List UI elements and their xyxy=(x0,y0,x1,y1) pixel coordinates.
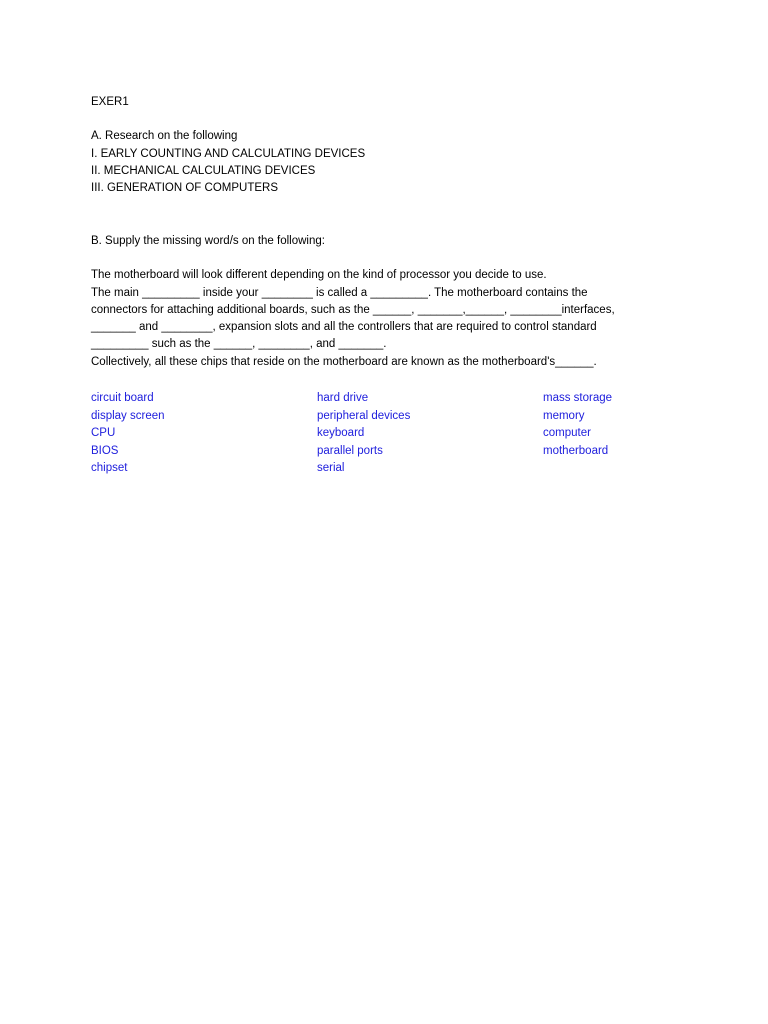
word-bank-item: computer xyxy=(543,427,591,439)
word-bank-item: keyboard xyxy=(317,427,365,439)
section-a-item-1: I. EARLY COUNTING AND CALCULATING DEVICES xyxy=(91,148,366,160)
word-bank-item: peripheral devices xyxy=(317,409,411,422)
paragraph-line-3: connectors for attaching additional boards, such as the ______, _______,______, ________interfaces, xyxy=(91,304,615,316)
word-bank-column-3 xyxy=(543,390,612,460)
section-a-title: A. Research on the following xyxy=(91,130,238,142)
paragraph-line-2: The main _________ inside your ________ is called a _________. The motherboard contains the xyxy=(91,287,588,299)
word-bank-item: chipset xyxy=(91,462,128,474)
paragraph-line-6: Collectively, all these chips that reside on the motherboard are known as the motherboard's______. xyxy=(91,356,597,368)
exercise-heading: EXER1 xyxy=(91,96,129,108)
word-bank-item: CPU xyxy=(91,427,116,439)
word-bank-item: memory xyxy=(543,409,585,422)
word-bank-item: display screen xyxy=(91,409,165,422)
paragraph-line-5: _________ such as the ______, ________, and _______. xyxy=(91,338,387,350)
word-bank-item: mass storage xyxy=(543,392,613,404)
word-bank-item: circuit board xyxy=(91,392,154,404)
word-bank-item: motherboard xyxy=(543,444,609,457)
word-bank-item: hard drive xyxy=(317,392,369,404)
paragraph-line-4: _______ and ________, expansion slots and all the controllers that are required to control standard xyxy=(91,321,597,333)
paragraph-line-1: The motherboard will look different depending on the kind of processor you decide to use. xyxy=(91,269,547,281)
word-bank-column-1 xyxy=(91,390,165,478)
word-bank-item: serial xyxy=(317,462,345,474)
section-a-item-2: II. MECHANICAL CALCULATING DEVICES xyxy=(91,165,316,177)
word-bank-item: BIOS xyxy=(91,444,119,457)
section-a-item-3: III. GENERATION OF COMPUTERS xyxy=(91,182,278,194)
word-bank-item: parallel ports xyxy=(317,444,383,457)
word-bank-column-2 xyxy=(317,390,410,478)
section-b-title: B. Supply the missing word/s on the following: xyxy=(91,235,325,247)
